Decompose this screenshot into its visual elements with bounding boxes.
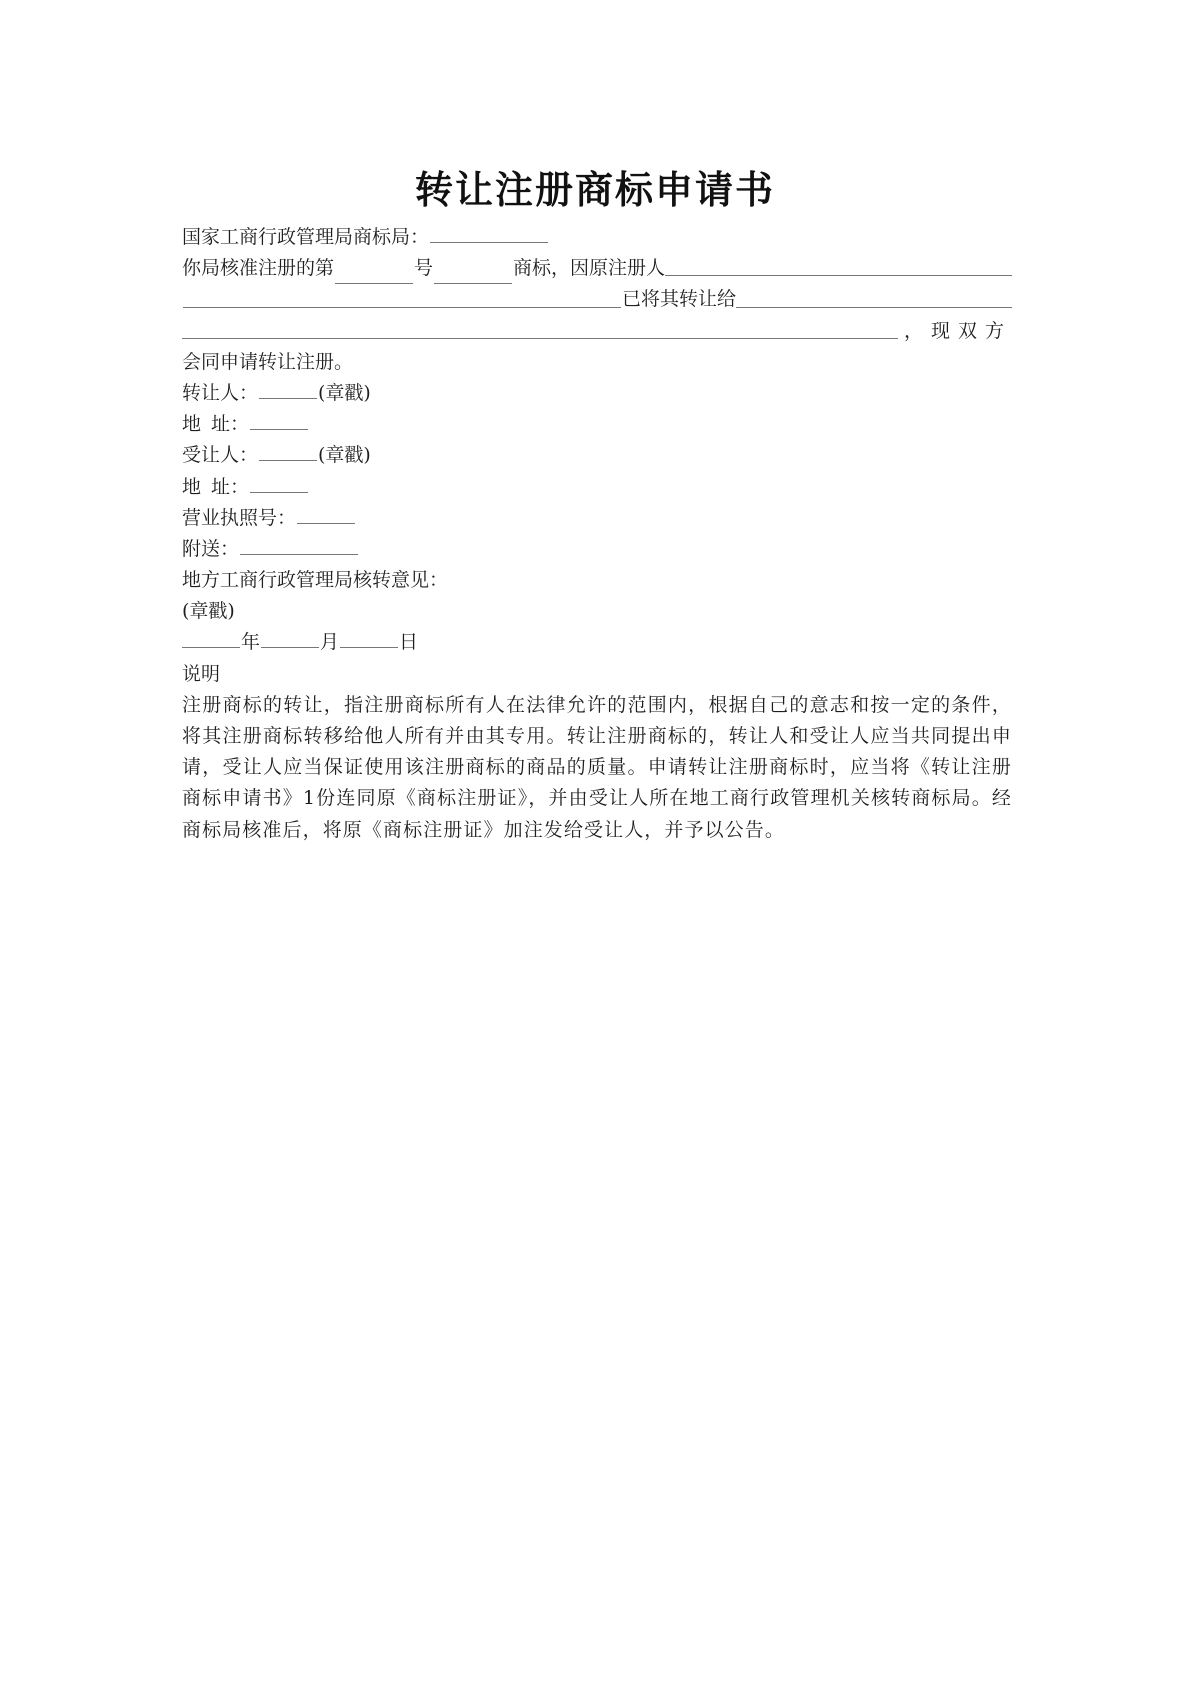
transferor-blank[interactable] [259, 378, 317, 399]
day-label: 日 [399, 631, 419, 654]
request-line-4 [182, 347, 1012, 378]
request-text-2: 号 [414, 257, 434, 280]
original-registrant-blank[interactable] [665, 254, 1012, 276]
transferee-name-blank-cont[interactable] [182, 317, 898, 339]
local-opinion-label: 地方工商行政管理局核转意见： [182, 569, 449, 592]
request-text-6: 会同申请转让注册。 [182, 350, 354, 373]
address-label-a: 地 [182, 413, 202, 436]
addressee-line [182, 222, 1012, 253]
original-registrant-blank-cont[interactable] [183, 287, 621, 308]
request-line-1 [182, 253, 1012, 284]
license-line [182, 503, 1012, 534]
transferee-name-blank[interactable] [736, 286, 1012, 308]
request-text-3: 商标，因原注册人 [513, 257, 666, 280]
attachment-label: 附送： [182, 537, 240, 560]
address-label-b: 址： [211, 475, 250, 498]
year-blank[interactable] [182, 627, 240, 648]
address-label-a: 地 [182, 475, 202, 498]
request-line-3 [182, 316, 1012, 347]
transferor-line [182, 378, 1012, 409]
year-label: 年 [241, 631, 261, 654]
transferee-address-blank[interactable] [250, 472, 308, 493]
license-number-blank[interactable] [297, 503, 355, 524]
transferee-address-line [182, 472, 1012, 503]
document-body [182, 222, 1012, 846]
local-opinion-line [182, 565, 1012, 596]
notes-heading-line [182, 659, 1012, 690]
request-line-2 [182, 284, 1012, 315]
attachment-blank[interactable] [240, 534, 358, 555]
request-text-5: ，现双方 [903, 319, 1012, 342]
transferee-label: 受让人： [182, 444, 259, 467]
month-label: 月 [320, 631, 340, 654]
transferee-line [182, 440, 1012, 471]
seal-line [182, 596, 1012, 627]
transferor-address-line [182, 409, 1012, 440]
request-text-1: 你局核准注册的第 [182, 257, 335, 280]
address-label-b: 址： [211, 413, 250, 436]
attachment-line [182, 534, 1012, 565]
transferor-seal: (章戳) [318, 381, 371, 404]
month-blank[interactable] [261, 627, 319, 648]
license-label: 营业执照号： [182, 506, 297, 529]
date-line [182, 627, 1012, 658]
transferor-label: 转让人： [182, 381, 259, 404]
registration-number-blank[interactable] [335, 263, 413, 284]
document-title: 转让注册商标申请书 [414, 168, 775, 212]
local-seal: (章戳) [182, 600, 235, 623]
transferee-seal: (章戳) [318, 444, 371, 467]
notes-paragraph: 注册商标的转让，指注册商标所有人在法律允许的范围内，根据自己的意志和按一定的条件，将其注册商标转移给他人所有并由其专用。转让注册商标的，转让人和受让人应当共同提出申请，受让人应当保证使用该注册商标的商品的质量。申请转让注册商标时，应当将《转让注册商标申请书》1份连同原《商标注册证》，并由受让人所在地工商行政管理机关核转商标局。经商标局核准后，将原《商标注册证》加注发给受让人，并予以公告。 [182, 693, 1012, 841]
transferee-blank[interactable] [259, 440, 317, 461]
request-text-4: 已将其转让给 [622, 288, 737, 311]
day-blank[interactable] [340, 627, 398, 648]
trademark-name-blank[interactable] [434, 263, 512, 284]
transferor-address-blank[interactable] [250, 409, 308, 430]
notes-heading: 说明 [182, 662, 221, 685]
addressee-label: 国家工商行政管理局商标局： [182, 226, 430, 248]
addressee-blank[interactable] [430, 222, 548, 243]
